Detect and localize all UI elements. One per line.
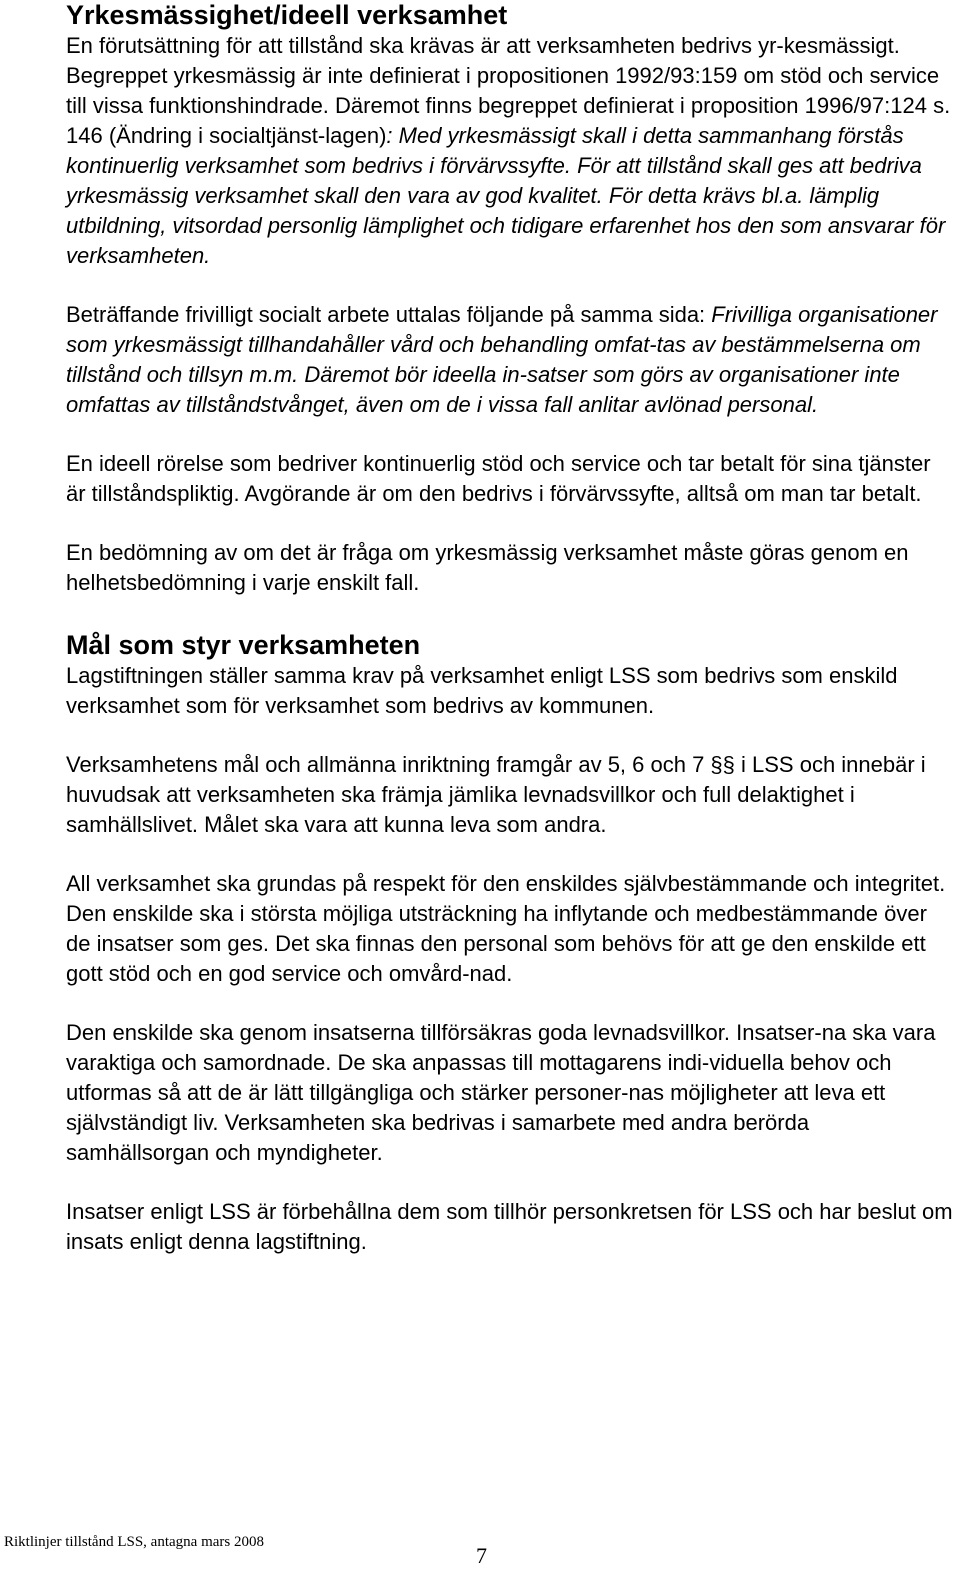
- paragraph-respekt-integritet: All verksamhet ska grundas på respekt för den enskildes självbestämmande och integritet. Den enskilde ska i största möjliga utsträckning ha inflytande och medbestämmande över de insatser som ges. Det ska finnas den personal som behövs för att ge den enskilde ett gott stöd och en god service och omvård-nad.: [66, 871, 946, 986]
- section-heading-mal: Mål som styr verksamheten: [66, 630, 421, 660]
- quoted-quality-requirement: För att tillstånd skall ges att bedriva yrkesmässig verksamhet skall den vara av god kvalitet. För detta krävs bl.a. lämplig utbildning, vitsordad personlig lämplighet och tidigare erfarenhet hos den som ansvarar för verksamheten.: [66, 153, 946, 268]
- paragraph-mal-inriktning: Verksamhetens mål och allmänna inriktning framgår av 5, 6 och 7 §§ i LSS och innebär i huvudsak att verksamheten ska främja jämlika levnadsvillkor och full delaktighet i samhällslivet. Målet ska vara att kunna leva som andra.: [66, 752, 926, 837]
- paragraph-ideell-rorelse: En ideell rörelse som bedriver kontinuerlig stöd och service och tar betalt för sina tjänster är tillståndspliktig. Avgörande är om den bedrivs i förvärvssyfte, alltså om man tar betalt.: [66, 451, 931, 506]
- quoted-definition: : Med yrkesmässigt skall i detta sammanhang förstås kontinuerlig verksamhet som bedrivs i förvärvssyfte.: [66, 123, 904, 178]
- paragraph-lagstiftning: Lagstiftningen ställer samma krav på verksamhet enligt LSS som bedrivs som enskild verksamhet som för verksamhet som bedrivs av kommunen.: [66, 663, 898, 718]
- quoted-frivilliga-organisationer: Frivilliga organisationer som yrkesmässigt tillhandahåller vård och behandling omfat-tas av bestämmelserna om tillstånd och tillsyn m.m. Däremot bör ideella in-satser som görs av organisationer inte omfattas av tillståndstvånget, även om de i vissa fall anlitar avlönad personal.: [66, 302, 938, 417]
- paragraph-personkrets: Insatser enligt LSS är förbehållna dem som tillhör personkretsen för LSS och har beslut om insats enligt denna lagstiftning.: [66, 1199, 953, 1254]
- paragraph-helhetsbedomning: En bedömning av om det är fråga om yrkesmässig verksamhet måste göras genom en helhetsbedömning i varje enskilt fall.: [66, 540, 909, 595]
- paragraph-frivilligt-arbete: [66, 300, 956, 420]
- paragraph-text: Beträffande frivilligt socialt arbete uttalas följande på samma sida:: [66, 302, 712, 327]
- footer-document-title: Riktlinjer tillstånd LSS, antagna mars 2008: [4, 1534, 264, 1550]
- document-page: [66, 0, 956, 1257]
- paragraph-yrkesmassig-definition: [66, 31, 956, 271]
- paragraph-text: En förutsättning för att tillstånd ska krävas är att verksamheten bedrivs yr-kesmässigt. Begreppet yrkesmässig är inte definierat i propositionen 1992/93:159 om stöd och service till vissa funktionshindrade. Däremot finns begreppet definierat i proposition 1996/97:124 s. 146 (Ändring i socialtjänst-lagen): [66, 33, 951, 148]
- page-number: 7: [476, 1543, 487, 1568]
- section-heading-yrkesmassighet: Yrkesmässighet/ideell verksamhet: [66, 0, 508, 30]
- paragraph-levnadsvillkor: Den enskilde ska genom insatserna tillförsäkras goda levnadsvillkor. Insatser-na ska vara varaktiga och samordnade. De ska anpassas till mottagarens indi-viduella behov och utformas så att de är lätt tillgängliga och stärker personer-nas möjligheter att leva ett självständigt liv. Verksamheten ska bedrivas i samarbete med andra berörda samhällsorgan och myndigheter.: [66, 1020, 936, 1165]
